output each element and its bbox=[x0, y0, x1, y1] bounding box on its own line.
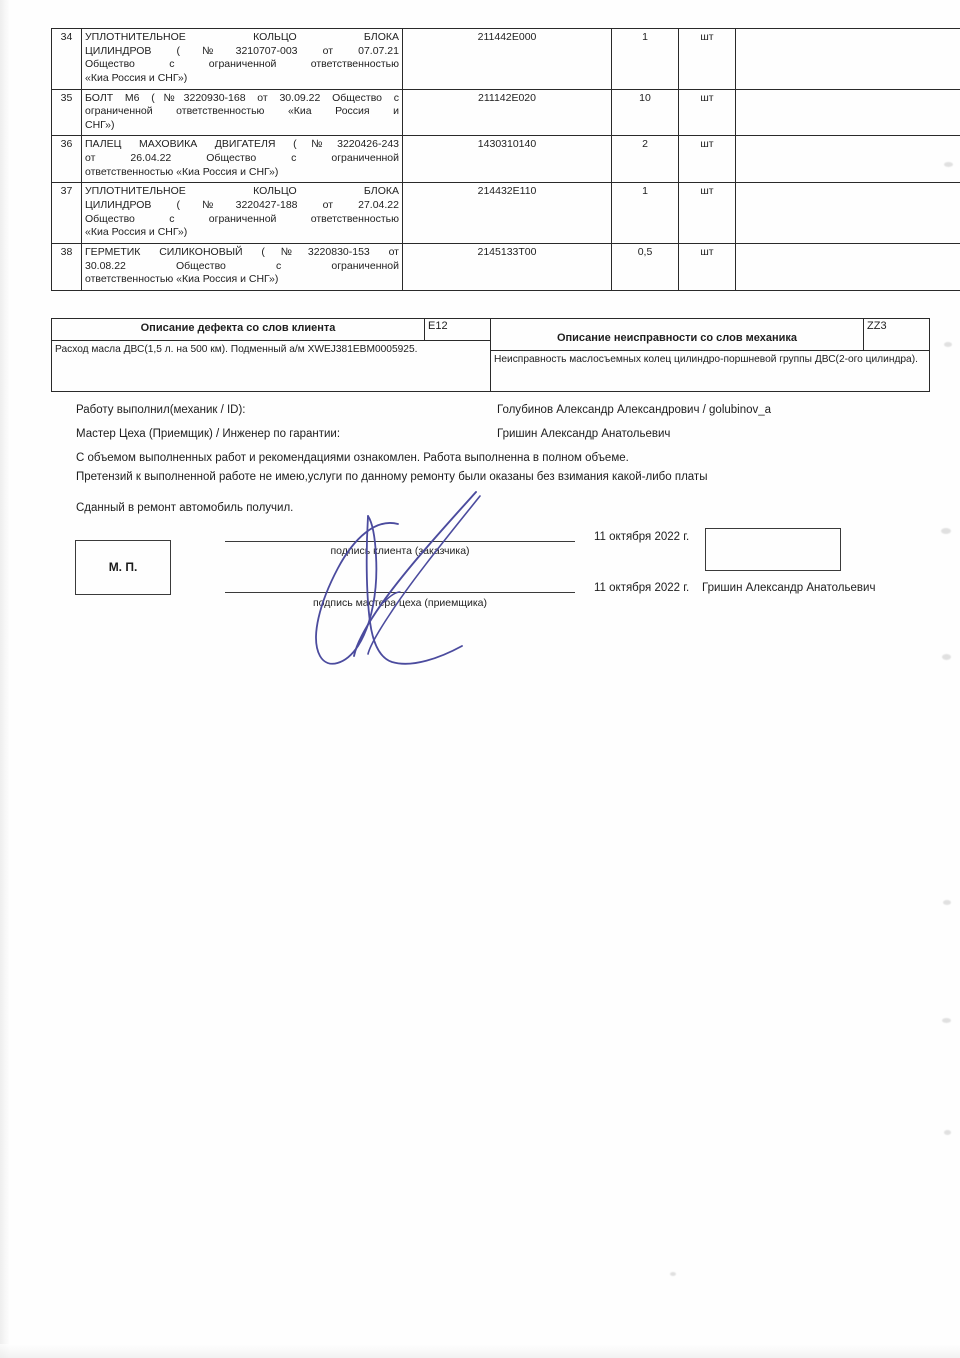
row-number: 37 bbox=[52, 183, 82, 244]
part-quantity: 1 bbox=[612, 29, 679, 90]
client-defect-code: E12 bbox=[424, 319, 490, 340]
part-unit: шт bbox=[679, 29, 736, 90]
client-date-box bbox=[705, 528, 841, 571]
handwritten-signature-ink bbox=[280, 480, 540, 680]
part-unit: шт bbox=[679, 89, 736, 136]
table-row bbox=[52, 29, 960, 90]
part-quantity: 0,5 bbox=[612, 243, 679, 290]
acknowledgement-line-2: Претензий к выполненной работе не имею,услуги по данному ремонту были оказаны без взимания какой-либо платы bbox=[76, 471, 708, 483]
client-defect-header bbox=[52, 319, 490, 341]
performer-label: Работу выполнил(механик / ID): bbox=[76, 404, 246, 416]
part-number: 214432E110 bbox=[403, 183, 612, 244]
row-number: 34 bbox=[52, 29, 82, 90]
master-label: Мастер Цеха (Приемщик) / Инженер по гарантии: bbox=[76, 428, 341, 440]
master-signature-line bbox=[225, 592, 575, 593]
scan-speckle bbox=[670, 1272, 676, 1276]
client-defect-box bbox=[51, 318, 491, 392]
client-defect-title: Описание дефекта со слов клиента bbox=[140, 322, 336, 334]
stamp-label: М. П. bbox=[108, 560, 138, 574]
master-date-value: 11 октября 2022 г. bbox=[594, 582, 690, 594]
part-number: 211442E000 bbox=[403, 29, 612, 90]
stamp-placeholder-box bbox=[75, 540, 171, 595]
mechanic-defect-text: Неисправность маслосъемных колец цилиндро-поршневой группы ДВС(2-ого цилиндра). bbox=[494, 354, 918, 365]
master-name: Гришин Александр Анатольевич bbox=[497, 428, 671, 440]
row-number: 38 bbox=[52, 243, 82, 290]
scan-speckle bbox=[941, 528, 951, 534]
row-number: 36 bbox=[52, 136, 82, 183]
part-description: БОЛТ М6 (№3220930-168 от 30.09.22 Общество с ограниченной ответственностью «Киа Россия и СНГ») bbox=[82, 89, 403, 136]
mechanic-defect-box bbox=[490, 318, 930, 392]
part-description: ПАЛЕЦ МАХОВИКА ДВИГАТЕЛЯ (№3220426-243 от 26.04.22 Общество с ограниченной ответственностью «Киа Россия и СНГ») bbox=[82, 136, 403, 183]
client-signature-line bbox=[225, 541, 575, 542]
table-row bbox=[52, 89, 960, 136]
scan-speckle bbox=[944, 342, 952, 347]
part-unit: шт bbox=[679, 183, 736, 244]
client-defect-text: Расход масла ДВС(1,5 л. на 500 км). Подменный а/м XWEJ381EBM0005925. bbox=[55, 344, 418, 355]
mechanic-defect-title: Описание неисправности со слов механика bbox=[556, 332, 798, 344]
part-description: ГЕРМЕТИК СИЛИКОНОВЫЙ (№3220830-153 от 30.08.22 Общество с ограниченной ответственностью «Киа Россия и СНГ») bbox=[82, 243, 403, 290]
performer-name: Голубинов Александр Александрович / golubinov_a bbox=[497, 404, 772, 416]
scan-speckle bbox=[944, 1130, 951, 1135]
table-row bbox=[52, 136, 960, 183]
row-number: 35 bbox=[52, 89, 82, 136]
client-date: 11 октября 2022 г. bbox=[594, 531, 690, 543]
scan-speckle bbox=[943, 900, 951, 905]
master-signer-name: Гришин Александр Анатольевич bbox=[702, 582, 876, 594]
scan-speckle bbox=[942, 1018, 951, 1023]
part-extra bbox=[736, 29, 960, 90]
scan-speckle bbox=[942, 654, 951, 660]
part-description: УПЛОТНИТЕЛЬНОЕ КОЛЬЦО БЛОКА ЦИЛИНДРОВ (№3210707-003 от 07.07.21 Общество с ограниченной ответственностью «Киа Россия и СНГ») bbox=[82, 29, 403, 90]
acknowledgement-line-1: С объемом выполненных работ и рекомендациями ознакомлен. Работа выполненна в полном объеме. bbox=[76, 452, 629, 464]
part-unit: шт bbox=[679, 136, 736, 183]
scan-edge-left bbox=[0, 0, 10, 1358]
part-number: 1430310140 bbox=[403, 136, 612, 183]
part-extra bbox=[736, 243, 960, 290]
part-number: 2145133T00 bbox=[403, 243, 612, 290]
master-date-and-name bbox=[594, 582, 875, 594]
part-extra bbox=[736, 183, 960, 244]
part-extra bbox=[736, 136, 960, 183]
scan-edge-bottom bbox=[0, 1344, 960, 1358]
parts-table bbox=[51, 28, 960, 291]
part-unit: шт bbox=[679, 243, 736, 290]
part-description: УПЛОТНИТЕЛЬНОЕ КОЛЬЦО БЛОКА ЦИЛИНДРОВ (№3220427-188 от 27.04.22 Общество с ограниченной ответственностью «Киа Россия и СНГ») bbox=[82, 183, 403, 244]
mechanic-defect-code: ZZ3 bbox=[863, 319, 929, 350]
vehicle-received-line: Сданный в ремонт автомобиль получил. bbox=[76, 502, 294, 514]
client-signature-caption: подпись клиента (заказчика) bbox=[330, 545, 470, 557]
part-quantity: 1 bbox=[612, 183, 679, 244]
table-row bbox=[52, 243, 960, 290]
mechanic-defect-header bbox=[491, 319, 929, 351]
table-row bbox=[52, 183, 960, 244]
part-extra bbox=[736, 89, 960, 136]
part-quantity: 2 bbox=[612, 136, 679, 183]
part-number: 211142E020 bbox=[403, 89, 612, 136]
master-signature-caption: подпись мастера цеха (приемщика) bbox=[312, 597, 488, 609]
part-quantity: 10 bbox=[612, 89, 679, 136]
